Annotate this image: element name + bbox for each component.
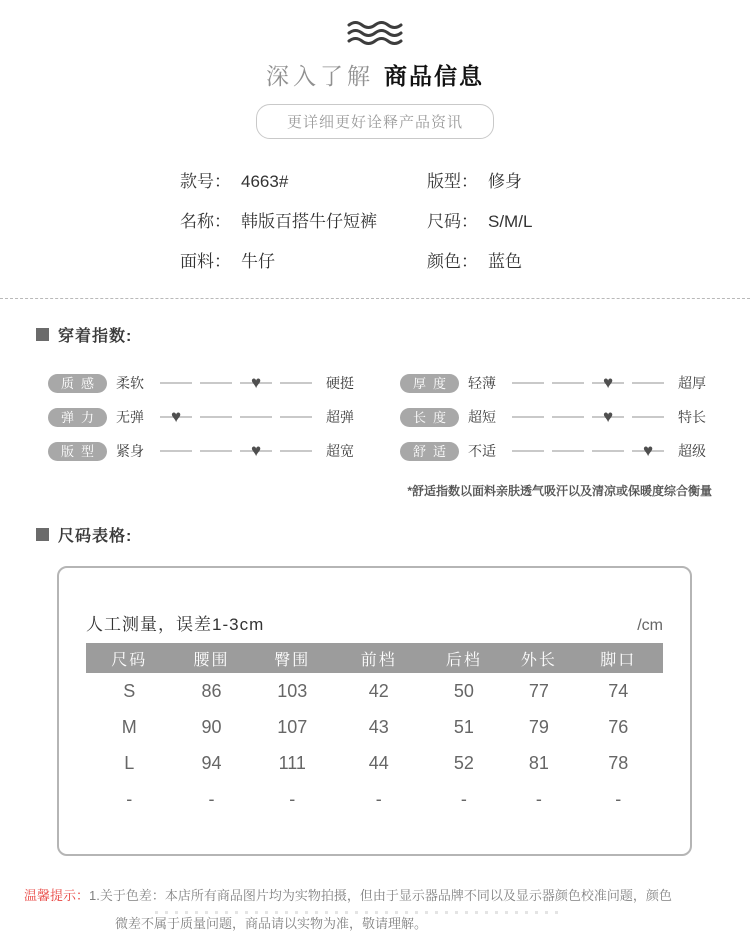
scale-segment	[160, 450, 192, 452]
table-cell: 51	[453, 716, 474, 737]
table-cell: 76	[608, 716, 629, 737]
wear-index-scale	[156, 416, 316, 418]
table-cell: 74	[608, 680, 629, 701]
field-label: 尺码：	[427, 212, 478, 231]
wear-index-row	[48, 434, 400, 468]
wear-index-min-label: 无弹	[116, 409, 145, 425]
column-header: 腰围	[173, 643, 251, 673]
column-header: 后档	[424, 643, 505, 673]
field-value: 韩版百搭牛仔短裤	[241, 212, 377, 231]
table-cell: -	[375, 788, 382, 809]
scale-segment	[632, 382, 664, 384]
field-value: 修身	[488, 172, 522, 191]
wear-index-min-label: 不适	[468, 443, 497, 459]
warm-notice-label: 温馨提示：	[24, 888, 90, 903]
table-cell: -	[208, 788, 215, 809]
wear-index-badge: 质感	[48, 374, 107, 393]
table-cell: 103	[277, 680, 308, 701]
scale-segment	[512, 382, 544, 384]
product-field	[427, 167, 750, 192]
wear-index-row	[400, 366, 706, 400]
size-row-s	[86, 673, 663, 709]
table-cell: 79	[528, 716, 549, 737]
product-field	[180, 167, 427, 192]
scale-segment	[240, 416, 272, 418]
table-cell: 43	[368, 716, 389, 737]
table-cell: S	[123, 680, 136, 701]
notice-line-1: 1.关于色差：本店所有商品图片均为实物拍摄，但由于显示器品牌不同以及显示器颜色校准问题，颜色	[89, 888, 672, 903]
scale-segment	[632, 450, 664, 452]
table-cell: L	[124, 752, 135, 773]
warm-notice-body	[89, 882, 672, 938]
table-cell: 81	[528, 752, 549, 773]
page-subtitle-pill: 更详细更好诠释产品资讯	[256, 104, 494, 139]
field-label: 版型：	[427, 172, 478, 191]
scale-segment	[240, 382, 272, 384]
wear-index-max-label: 特长	[678, 409, 707, 425]
table-cell: 42	[368, 680, 389, 701]
scale-segment	[240, 450, 272, 452]
warm-notice	[24, 882, 736, 938]
wear-index-scale	[508, 450, 668, 452]
product-field	[427, 247, 750, 272]
dashed-divider	[0, 298, 750, 299]
scale-segment	[280, 416, 312, 418]
wear-index-scale	[156, 450, 316, 452]
product-field	[180, 207, 427, 232]
scale-segment	[512, 416, 544, 418]
comfort-index-note: *舒适指数以面料亲肤透气吸汗以及清凉或保暖度综合衡量	[407, 484, 712, 498]
column-header: 前档	[334, 643, 423, 673]
wear-index-left-column	[48, 366, 400, 468]
wear-index-min-label: 超短	[468, 409, 497, 425]
measure-note: 人工测量，误差1-3cm	[86, 615, 265, 634]
wear-index-scale	[508, 382, 668, 384]
table-cell: 94	[201, 752, 222, 773]
wear-index-scale	[508, 416, 668, 418]
notice-line-2: 微差不属于质量问题，商品请以实物为准，敬请理解。	[115, 916, 428, 931]
scale-segment	[280, 450, 312, 452]
wear-index-min-label: 柔软	[116, 375, 145, 391]
wear-index-row	[400, 434, 706, 468]
section-title: 尺码表格:	[58, 528, 133, 545]
wear-index-max-label: 硬挺	[326, 375, 355, 391]
scale-segment	[200, 416, 232, 418]
table-cell: 90	[201, 716, 222, 737]
table-cell: 77	[528, 680, 549, 701]
size-table-box	[57, 566, 692, 856]
page-title-light: 深入了解	[266, 63, 374, 89]
field-label: 颜色：	[427, 252, 478, 271]
product-info	[0, 167, 750, 272]
scale-segment	[200, 382, 232, 384]
section-title: 穿着指数:	[58, 328, 133, 345]
column-header: 外长	[504, 643, 573, 673]
column-header: 臀围	[250, 643, 334, 673]
wear-index-min-label: 紧身	[116, 443, 145, 459]
table-cell: -	[289, 788, 296, 809]
wear-index-max-label: 超厚	[678, 375, 707, 391]
wear-index-max-label: 超宽	[326, 443, 355, 459]
table-cell: 50	[453, 680, 474, 701]
size-table-heading	[36, 523, 750, 546]
wear-index-min-label: 轻薄	[468, 375, 497, 391]
scale-segment	[160, 416, 192, 418]
product-field	[180, 247, 427, 272]
table-cell: 52	[453, 752, 474, 773]
cutoff-text-remnant	[155, 911, 560, 914]
scale-segment	[552, 416, 584, 418]
column-header: 脚口	[574, 643, 663, 673]
table-cell: 44	[368, 752, 389, 773]
scale-segment	[160, 382, 192, 384]
field-value: 4663#	[241, 172, 289, 191]
scale-segment	[592, 450, 624, 452]
table-cell: 86	[201, 680, 222, 701]
wear-index-row	[48, 366, 400, 400]
page-title	[0, 58, 750, 91]
table-cell: -	[535, 788, 542, 809]
scale-segment	[592, 382, 624, 384]
scale-segment	[512, 450, 544, 452]
section-square-icon	[36, 328, 49, 341]
section-square-icon	[36, 528, 49, 541]
unit-label: /cm	[637, 617, 663, 634]
scale-segment	[200, 450, 232, 452]
wear-index-badge: 舒适	[400, 442, 459, 461]
table-cell: -	[460, 788, 467, 809]
page-title-bold: 商品信息	[384, 63, 484, 89]
size-row-empty	[86, 781, 663, 817]
table-cell: 111	[278, 752, 306, 773]
wear-index-max-label: 超级	[678, 443, 707, 459]
size-row-m	[86, 709, 663, 745]
scale-segment	[280, 382, 312, 384]
wear-index-badge: 弹力	[48, 408, 107, 427]
size-table-header-row	[86, 643, 663, 673]
size-table	[86, 643, 663, 817]
scale-segment	[592, 416, 624, 418]
page-header	[0, 0, 750, 139]
size-row-l	[86, 745, 663, 781]
wear-index-right-column	[400, 366, 706, 468]
field-label: 款号：	[180, 172, 231, 191]
wear-index-row	[48, 400, 400, 434]
scale-segment	[632, 416, 664, 418]
table-cell: 78	[608, 752, 629, 773]
wear-index-row	[400, 400, 706, 434]
field-value: 牛仔	[241, 252, 275, 271]
column-header: 尺码	[86, 643, 173, 673]
scale-segment	[552, 382, 584, 384]
field-label: 面料：	[180, 252, 231, 271]
field-value: S/M/L	[488, 212, 533, 231]
waves-icon	[346, 20, 404, 50]
scale-segment	[552, 450, 584, 452]
table-cell: M	[121, 716, 137, 737]
field-label: 名称：	[180, 212, 231, 231]
product-field	[427, 207, 750, 232]
wear-index-badge: 长度	[400, 408, 459, 427]
wear-index-heading	[36, 323, 750, 346]
wear-index-badge: 版型	[48, 442, 107, 461]
table-cell: -	[126, 788, 133, 809]
table-cell: 107	[277, 716, 308, 737]
wear-index-badge: 厚度	[400, 374, 459, 393]
field-value: 蓝色	[488, 252, 522, 271]
table-cell: -	[615, 788, 622, 809]
size-table-meta	[86, 610, 663, 635]
wear-index-scale	[156, 382, 316, 384]
wear-index-scales	[0, 366, 750, 468]
wear-index-max-label: 超弹	[326, 409, 355, 425]
